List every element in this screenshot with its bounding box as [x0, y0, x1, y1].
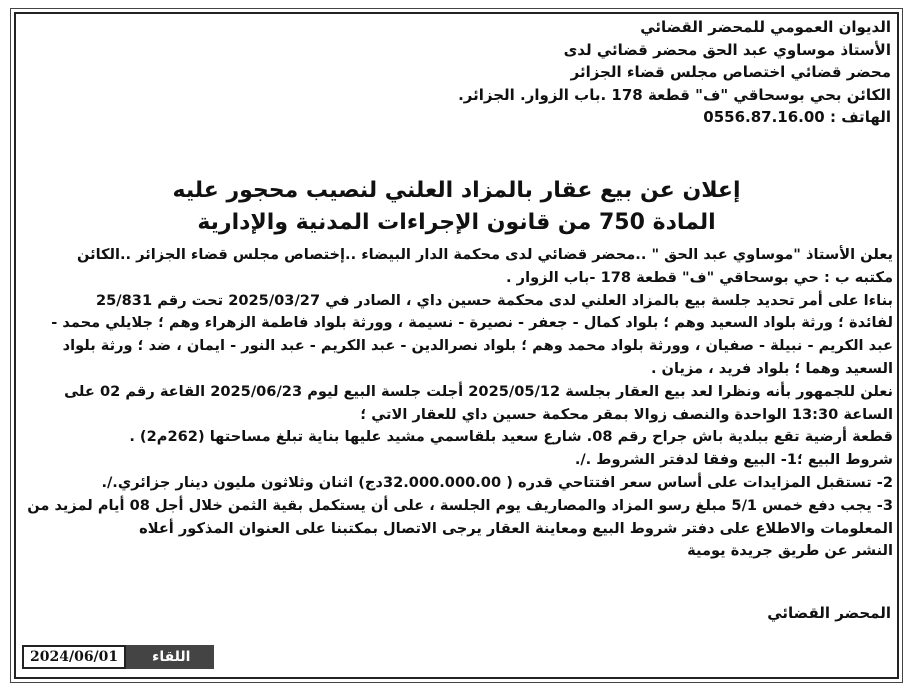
body-line: عبد الكريم - نبيلة - صفيان ، وورثة بلواد محمد وهم ؛ بلواد نصرالدين - عبد الكريم - عبد النور - ايمان ، ضد ؛ ورثة بلواد	[62, 337, 893, 355]
body-line: 2- تستقبل المزايدات على أساس سعر افتتاحي قدره ( 32.000.000.00دج) اثنان وثلاثون مليون دينار جزائري./.	[101, 473, 893, 491]
header-line: الأستاذ موساوي عبد الحق محضر قضائي لدى	[563, 40, 891, 59]
body-line: السعيد وهما ؛ بلواد فريد ، مزيان .	[650, 359, 893, 377]
body-line: قطعة أرضية تقع ببلدية باش جراح رقم 08. شارع سعيد بلقاسمي مشيد عليها بناية تبلغ مساحتها (262م2) .	[129, 428, 893, 446]
body-line: 3- يجب دفع خمس 5/1 مبلغ رسو المزاد والمصاريف يوم الجلسة ، على أن يستكمل بقية الثمن خلال أجل 08 أيام لمزيد من	[27, 496, 893, 514]
body-line: بناءا على أمر تحديد جلسة بيع بالمزاد العلني لدى محكمة حسين داي ، الصادر في 2025/03/27 تحت رقم 25/831	[96, 291, 893, 309]
title-line-2: المادة 750 من قانون الإجراءات المدنية والإدارية	[197, 210, 716, 235]
publication-footer	[22, 645, 214, 669]
body-line: مكتبه ب : حي بوسحاقي "ف" قطعة 178 -باب الزوار .	[506, 268, 893, 286]
body-line: يعلن الأستاذ "موساوي عبد الحق " ..محضر قضائي لدى محكمة الدار البيضاء ..إختصاص مجلس قضاء الجزائر ..الكائن	[76, 246, 893, 263]
header-phone: الهاتف : 0556.87.16.00	[703, 108, 891, 126]
signature: المحضر القضائي	[767, 604, 891, 622]
announcement-body	[21, 244, 893, 563]
title-line-1: إعلان عن بيع عقار بالمزاد العلني لنصيب محجور عليه	[172, 178, 741, 203]
body-line: النشر عن طريق جريدة يومية	[687, 542, 893, 560]
office-header	[331, 16, 891, 129]
newspaper-name: اللقاء	[126, 645, 214, 669]
header-line: محضر قضائي اختصاص مجلس قضاء الجزائر	[570, 63, 891, 81]
header-line: الديوان العمومي للمحضر القضائي	[640, 18, 891, 36]
body-line: الساعة 13:30 الواحدة والنصف زوالا بمقر محكمة حسين داي للعقار الاتي ؛	[360, 405, 893, 423]
publication-date: 2024/06/01	[22, 645, 126, 669]
body-line: شروط البيع ؛1- البيع وفقا لدفتر الشروط ./.	[574, 451, 893, 469]
announcement-title	[40, 175, 873, 239]
body-line: لفائدة ؛ ورثة بلواد السعيد وهم ؛ بلواد كمال - جعفر - نصيرة - نسيمة ، وورثة بلواد فاطمة الزهراء وهم ؛ جلايلي محمد -	[51, 314, 893, 332]
body-line: نعلن للجمهور بأنه ونظرا لعد بيع العقار بجلسة 2025/05/12 أجلت جلسة البيع ليوم 2025/06/23 القاعة رقم 02 على	[64, 382, 893, 400]
header-line: الكائن بحي بوسحاقي "ف" قطعة 178 .باب الزوار. الجزائر.	[458, 85, 891, 104]
body-line: المعلومات والاطلاع على دفتر شروط البيع ومعاينة العقار يرجى الاتصال بمكتبنا على العنوان المذكور أعلاه	[139, 519, 893, 537]
